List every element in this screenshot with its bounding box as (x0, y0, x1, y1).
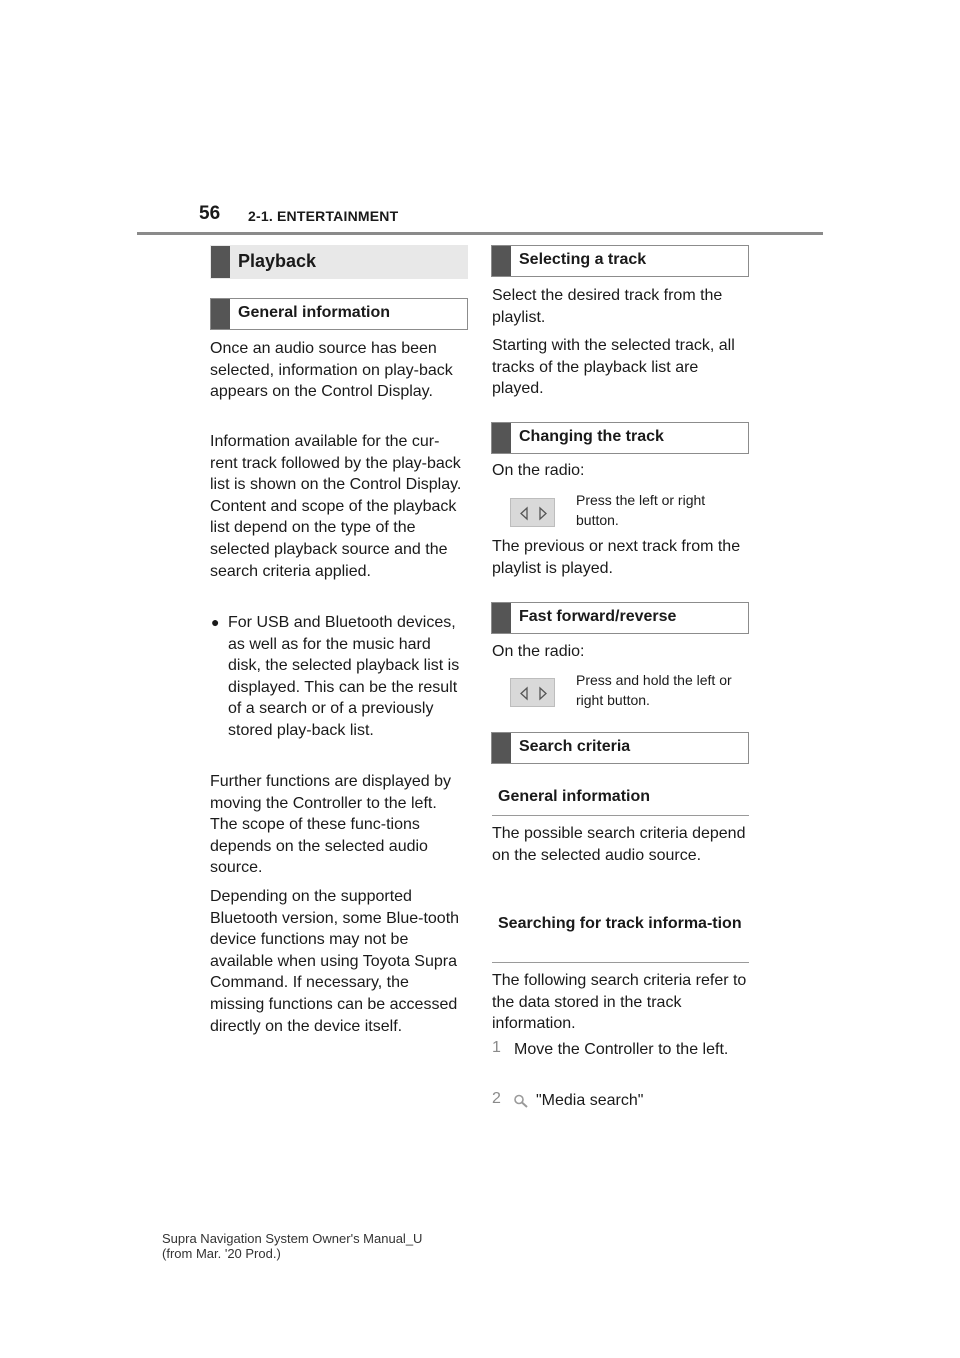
heading-changing-track (491, 422, 749, 454)
paragraph: Information available for the cur-rent track followed by the play-back list is shown on the Control Display. Content and scope of the playback list depend on the type of the selected playback source and the search criteria applied. (210, 433, 462, 580)
bullet-text: For USB and Bluetooth devices, as well as for the music hard disk, the selected playback list is displayed. This can be the result of a search or of a previously stored play-back list. (228, 614, 460, 739)
paragraph: On the radio: (492, 462, 585, 479)
heading-selecting-track (491, 245, 749, 277)
step-number: 1 (492, 1039, 501, 1056)
radio-left-right-buttons-icon (510, 678, 555, 707)
footer-line: Supra Navigation System Owner's Manual_U (162, 1231, 423, 1246)
section-heading-playback (210, 245, 468, 279)
heading-bar (492, 603, 511, 633)
paragraph: Once an audio source has been selected, information on play-back appears on the Control Display. (210, 340, 453, 401)
heading-search-criteria (491, 732, 749, 764)
subheading-searching-track-information: Searching for track informa-tion (492, 913, 749, 963)
instruction-text: Press the left or right button. (576, 492, 706, 528)
heading-fast-forward-reverse (491, 602, 749, 634)
search-icon (512, 1093, 530, 1114)
section-heading-text: Playback (238, 251, 317, 271)
heading-bar (492, 733, 511, 763)
paragraph: The previous or next track from the playlist is played. (492, 538, 741, 577)
step-text: Move the Controller to the left. (514, 1041, 729, 1058)
radio-left-right-buttons-icon (510, 498, 555, 527)
paragraph: The possible search criteria depend on the selected audio source. (492, 825, 746, 864)
heading-text: Selecting a track (519, 251, 647, 268)
paragraph: Select the desired track from the playlist. (492, 287, 723, 326)
heading-text: Search criteria (519, 738, 631, 755)
paragraph: Further functions are displayed by moving the Controller to the left. The scope of these func-tions depends on the selected audio source. (210, 773, 452, 877)
footer (162, 1231, 422, 1261)
paragraph: On the radio: (492, 643, 585, 660)
heading-bar (492, 246, 511, 276)
heading-bar (211, 299, 230, 329)
heading-general-information (210, 298, 468, 330)
heading-text: Changing the track (519, 428, 664, 445)
bullet-icon: ● (211, 614, 220, 630)
chapter-title: 2-1. ENTERTAINMENT (248, 208, 399, 224)
step-number: 2 (492, 1090, 501, 1107)
step-text: "Media search" (536, 1092, 644, 1109)
paragraph: Depending on the supported Bluetooth version, some Blue-tooth device functions may not be available when using Toyota Supra Command. If necessary, the missing functions can be accessed directly on the device itself. (210, 888, 460, 1035)
footer-line: (from Mar. '20 Prod.) (162, 1246, 281, 1261)
heading-bar (492, 423, 511, 453)
heading-text: Fast forward/reverse (519, 608, 677, 625)
heading-bar (211, 246, 230, 278)
paragraph: Starting with the selected track, all tracks of the playback list are played. (492, 337, 735, 398)
page-number: 56 (199, 203, 221, 224)
header-rule (137, 232, 823, 235)
instruction-text: Press and hold the left or right button. (576, 672, 732, 708)
paragraph: The following search criteria refer to the data stored in the track information. (492, 972, 747, 1033)
subheading-general-information: General information (492, 786, 749, 816)
heading-text: General information (238, 304, 391, 321)
